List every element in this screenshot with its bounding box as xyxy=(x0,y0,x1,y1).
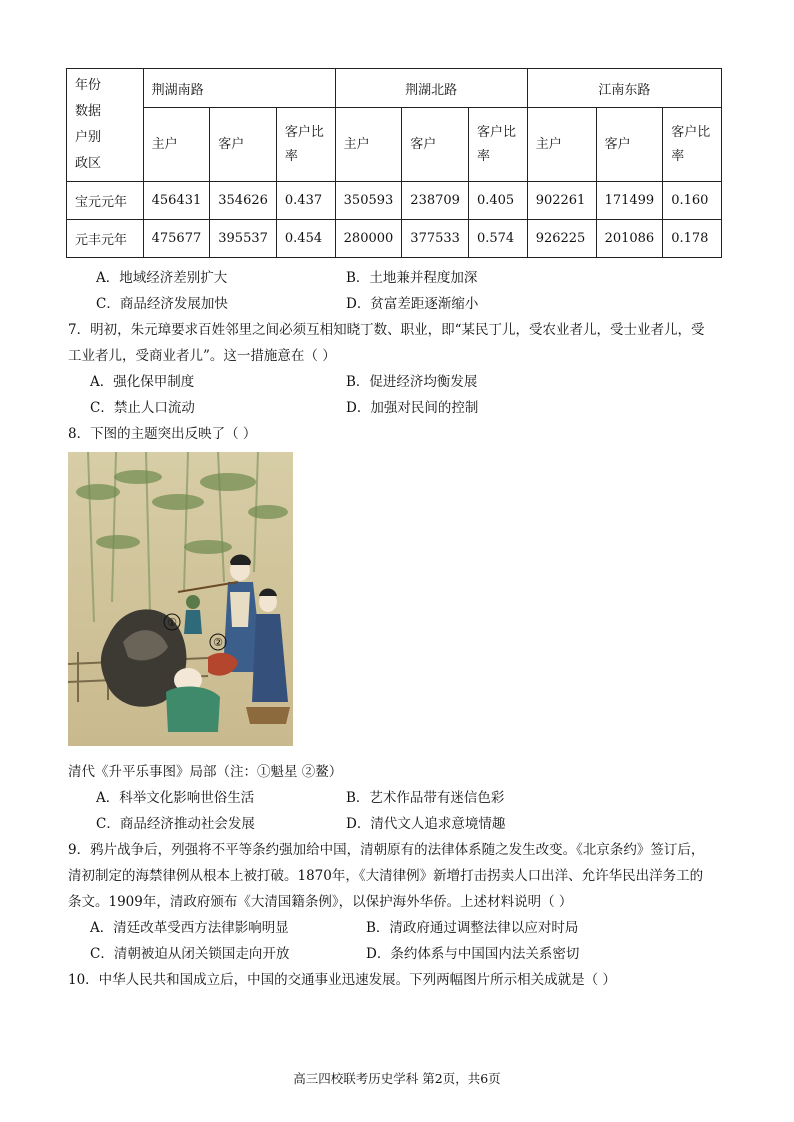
q9-stem-line2: 清初制定的海禁律例从根本上被打破。1870年，《大清律例》新增打击拐卖人口出洋、允许华民出洋务工的 xyxy=(68,868,704,884)
q6-option-d[interactable]: D．贫富差距逐渐缩小 xyxy=(346,296,479,312)
table-cell: 350593 xyxy=(335,182,402,220)
table-cell: 201086 xyxy=(596,220,663,258)
column-header-main: 主户 xyxy=(527,108,596,182)
page-footer: 高三四校联考历史学科 第2页，共6页 xyxy=(293,1071,501,1086)
table-cell: 171499 xyxy=(596,182,663,220)
q9-stem-line3: 条文。1909年，清政府颁布《大清国籍条例》，以保护海外华侨。上述材料说明（ ） xyxy=(68,894,573,910)
q9-stem-line1: 9．鸦片战争后，列强将不平等条约强加给中国，清朝原有的法律体系随之发生改变。《北京条约》签订后， xyxy=(68,842,705,858)
table-cell: 238709 xyxy=(402,182,469,220)
corner-label: 户别 xyxy=(75,130,102,145)
q7-option-a[interactable]: A．强化保甲制度 xyxy=(90,374,195,390)
column-header-main: 主户 xyxy=(143,108,210,182)
column-header-ratio: 客户比率 xyxy=(663,108,722,182)
table-cell: 926225 xyxy=(527,220,596,258)
q7-option-b[interactable]: B．促进经济均衡发展 xyxy=(346,374,478,390)
table-cell: 395537 xyxy=(210,220,277,258)
q9-option-a[interactable]: A．清廷改革受西方法律影响明显 xyxy=(90,920,289,936)
q7-stem-line1: 7．明初，朱元璋要求百姓邻里之间必须互相知晓丁数、职业，即“某民丁儿，受农业者儿，受士业者儿，受 xyxy=(68,322,705,338)
table-cell: 0.454 xyxy=(276,220,335,258)
q9-option-c[interactable]: C．清朝被迫从闭关锁国走向开放 xyxy=(90,946,290,962)
table-cell: 0.574 xyxy=(468,220,527,258)
column-header-main: 主户 xyxy=(335,108,402,182)
painting-marker-1: ① xyxy=(167,616,177,629)
painting-marker-2: ② xyxy=(213,636,223,649)
column-header-ratio: 客户比率 xyxy=(468,108,527,182)
table-row xyxy=(67,220,722,258)
household-table xyxy=(66,68,722,258)
table-cell: 0.178 xyxy=(663,220,722,258)
q7-option-c[interactable]: C．禁止人口流动 xyxy=(90,400,195,416)
painting-image xyxy=(68,452,293,746)
q8-caption: 清代《升平乐事图》局部（注：①魁星 ②鳌） xyxy=(68,764,343,780)
table-cell: 377533 xyxy=(402,220,469,258)
q6-option-b[interactable]: B．土地兼并程度加深 xyxy=(346,270,478,286)
table-cell: 0.437 xyxy=(276,182,335,220)
q9-option-b[interactable]: B．清政府通过调整法律以应对时局 xyxy=(366,920,579,936)
table-corner-header xyxy=(67,69,144,182)
corner-label: 政区 xyxy=(75,156,102,171)
q8-option-b[interactable]: B．艺术作品带有迷信色彩 xyxy=(346,790,505,806)
q9-option-d[interactable]: D．条约体系与中国国内法关系密切 xyxy=(366,946,580,962)
corner-label: 年份 xyxy=(75,78,102,93)
row-year: 元丰元年 xyxy=(67,220,144,258)
table-cell: 280000 xyxy=(335,220,402,258)
region-header-jiangnan-east: 江南东路 xyxy=(527,69,721,108)
region-header-jinghu-north: 荆湖北路 xyxy=(335,69,527,108)
corner-label: 数据 xyxy=(75,104,102,119)
table-cell: 902261 xyxy=(527,182,596,220)
region-header-jinghu-south: 荆湖南路 xyxy=(143,69,335,108)
table-cell: 0.405 xyxy=(468,182,527,220)
q8-stem: 8．下图的主题突出反映了（ ） xyxy=(68,426,257,442)
column-header-ratio: 客户比率 xyxy=(276,108,335,182)
table-cell: 354626 xyxy=(210,182,277,220)
row-year: 宝元元年 xyxy=(67,182,144,220)
q6-option-c[interactable]: C．商品经济发展加快 xyxy=(96,296,228,312)
q7-option-d[interactable]: D．加强对民间的控制 xyxy=(346,400,479,416)
q8-option-d[interactable]: D．清代文人追求意境情趣 xyxy=(346,816,506,832)
q8-option-c[interactable]: C．商品经济推动社会发展 xyxy=(96,816,255,832)
table-cell: 456431 xyxy=(143,182,210,220)
q8-option-a[interactable]: A．科举文化影响世俗生活 xyxy=(96,790,255,806)
column-header-guest: 客户 xyxy=(402,108,469,182)
painting-illustration xyxy=(68,452,293,746)
q10-stem: 10．中华人民共和国成立后，中国的交通事业迅速发展。下列两幅图片所示相关成就是（ ） xyxy=(68,972,616,988)
q6-option-a[interactable]: A．地域经济差别扩大 xyxy=(96,270,228,286)
q7-stem-line2: 工业者儿，受商业者儿”。这一措施意在（ ） xyxy=(68,348,336,364)
column-header-guest: 客户 xyxy=(210,108,277,182)
column-header-guest: 客户 xyxy=(596,108,663,182)
table-row xyxy=(67,182,722,220)
table-cell: 475677 xyxy=(143,220,210,258)
table-cell: 0.160 xyxy=(663,182,722,220)
